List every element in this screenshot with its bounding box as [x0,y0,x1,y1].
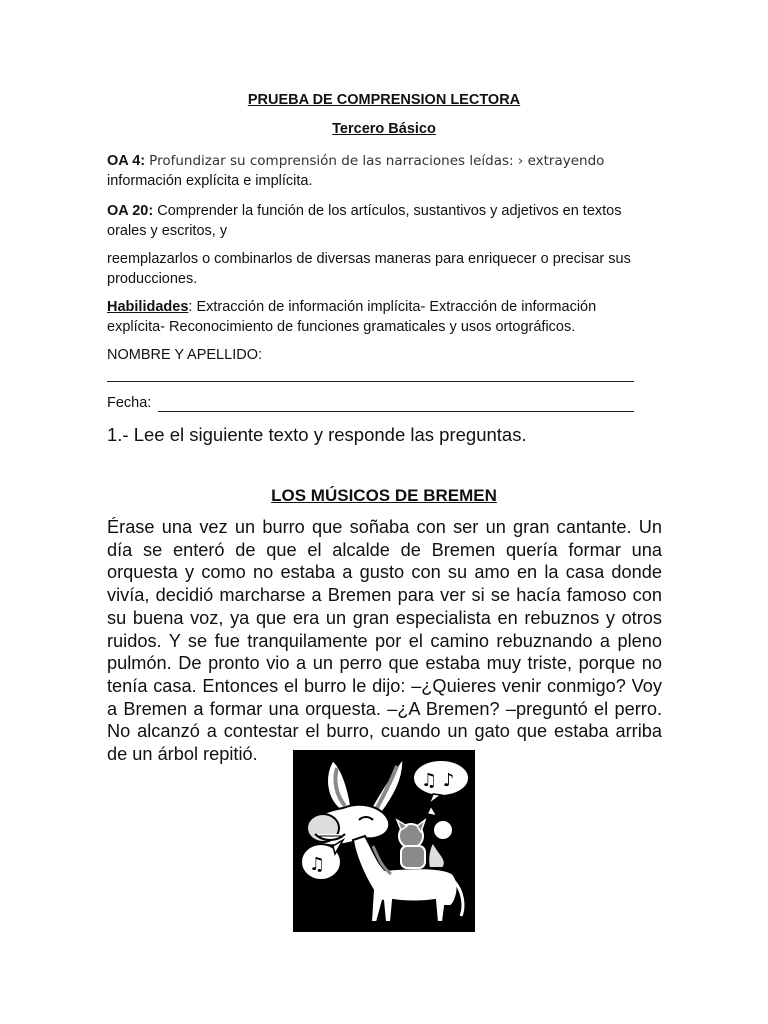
page-title: PRUEBA DE COMPRENSION LECTORA [247,92,521,108]
svg-text:♫: ♫ [309,854,326,875]
oa4-text-b: información explícita e implícita. [107,173,313,189]
donkey-drawing-icon [293,750,475,932]
skills-paragraph [107,297,655,337]
svg-text:♫ ♪: ♫ ♪ [421,770,455,791]
story-body: Érase una vez un burro que soñaba con ser un gran cantante. Un día se enteró de que el alcalde de Bremen quería formar una orquesta y como no estaba a gusto con su amo en la casa donde vivía, decidió marcharse a Bremen para ver si se hacía famoso con su buena voz, ya que era un gran especialista en rebuznos y otros ruidos. Y se fue tranquilamente por el camino rebuznando a pleno pulmón. De pronto vio a un perro que estaba muy triste, porque no tenía casa. Entonces el burro le dijo: –¿Quieres venir conmigo? Voy a Bremen a formar una orquesta. –¿A Bremen? –preguntó el perro. No alcanzó a contestar el burro, cuando un gato que estaba arriba de un árbol repitió. [107,517,662,765]
oa4-text-a: Profundizar su comprensión de las narraciones leídas: › extrayendo [149,153,605,169]
objective-oa20 [107,201,655,241]
date-answer-line[interactable] [158,411,634,412]
question-instruction: 1.- Lee el siguiente texto y responde las preguntas. [107,424,527,445]
name-label: NOMBRE Y APELLIDO: [107,347,262,363]
objective-oa4 [107,151,655,191]
skills-label: Habilidades [107,299,189,315]
donkey-singing-illustration [293,750,475,932]
oa20-text: Comprender la función de los artículos, sustantivos y adjetivos en textos orales y escritos, y [107,203,622,239]
page-subtitle: Tercero Básico [332,121,436,137]
oa20-label: OA 20: [107,203,154,219]
name-answer-line[interactable] [107,381,634,382]
story-title: LOS MÚSICOS DE BREMEN [271,486,497,505]
oa4-label: OA 4: [107,153,146,169]
date-label: Fecha: [107,395,152,411]
objective-oa20-continuation: reemplazarlos o combinarlos de diversas maneras para enriquecer o precisar sus producciones. [107,251,631,287]
skills-text: : Extracción de información implícita- Extracción de información explícita- Reconocimiento de funciones gramaticales y usos ortográficos. [107,299,597,335]
